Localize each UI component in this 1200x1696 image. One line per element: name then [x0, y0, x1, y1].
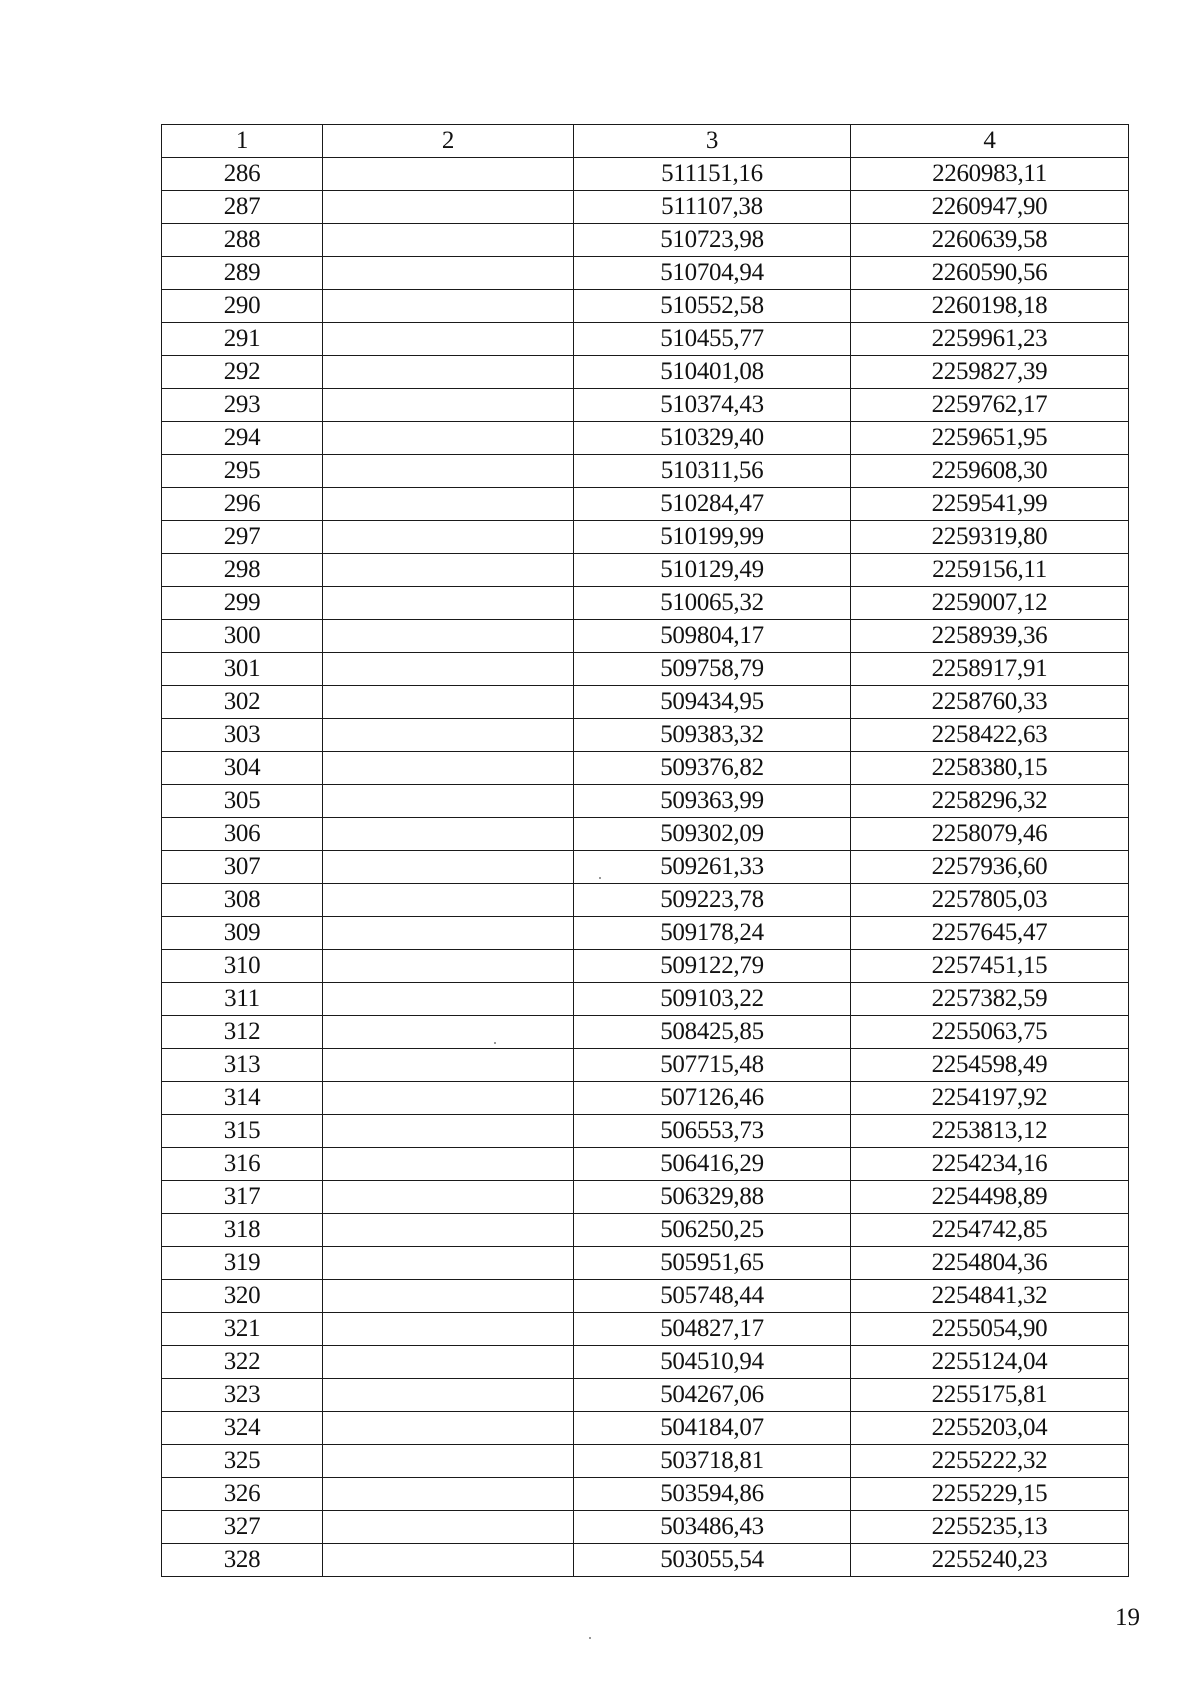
point-number-cell: 301	[162, 653, 323, 686]
description-cell	[323, 488, 574, 521]
table-header-row	[162, 125, 1129, 158]
table-row	[162, 752, 1129, 785]
table-row	[162, 521, 1129, 554]
table-row	[162, 422, 1129, 455]
table-row	[162, 620, 1129, 653]
table-row	[162, 851, 1129, 884]
table-row	[162, 224, 1129, 257]
y-coordinate-cell: 2260198,18	[851, 290, 1129, 323]
table-row	[162, 1544, 1129, 1577]
point-number-cell: 317	[162, 1181, 323, 1214]
table-row	[162, 158, 1129, 191]
y-coordinate-cell: 2258380,15	[851, 752, 1129, 785]
x-coordinate-cell: 504827,17	[574, 1313, 851, 1346]
x-coordinate-cell: 506250,25	[574, 1214, 851, 1247]
y-coordinate-cell: 2258422,63	[851, 719, 1129, 752]
table-row	[162, 191, 1129, 224]
y-coordinate-cell: 2260590,56	[851, 257, 1129, 290]
description-cell	[323, 158, 574, 191]
table-row	[162, 917, 1129, 950]
point-number-cell: 312	[162, 1016, 323, 1049]
table-row	[162, 1115, 1129, 1148]
point-number-cell: 328	[162, 1544, 323, 1577]
point-number-cell: 297	[162, 521, 323, 554]
description-cell	[323, 257, 574, 290]
description-cell	[323, 917, 574, 950]
page-number: 19	[1115, 1604, 1140, 1631]
point-number-cell: 294	[162, 422, 323, 455]
description-cell	[323, 1214, 574, 1247]
table-row	[162, 1412, 1129, 1445]
point-number-cell: 304	[162, 752, 323, 785]
table-row	[162, 389, 1129, 422]
point-number-cell: 292	[162, 356, 323, 389]
y-coordinate-cell: 2259319,80	[851, 521, 1129, 554]
point-number-cell: 305	[162, 785, 323, 818]
x-coordinate-cell: 509363,99	[574, 785, 851, 818]
x-coordinate-cell: 510199,99	[574, 521, 851, 554]
point-number-cell: 327	[162, 1511, 323, 1544]
point-number-cell: 289	[162, 257, 323, 290]
point-number-cell: 316	[162, 1148, 323, 1181]
y-coordinate-cell: 2255203,04	[851, 1412, 1129, 1445]
y-coordinate-cell: 2259541,99	[851, 488, 1129, 521]
point-number-cell: 323	[162, 1379, 323, 1412]
description-cell	[323, 224, 574, 257]
table-row	[162, 455, 1129, 488]
description-cell	[323, 191, 574, 224]
x-coordinate-cell: 510723,98	[574, 224, 851, 257]
y-coordinate-cell: 2255235,13	[851, 1511, 1129, 1544]
y-coordinate-cell: 2259762,17	[851, 389, 1129, 422]
description-cell	[323, 455, 574, 488]
x-coordinate-cell: 510552,58	[574, 290, 851, 323]
table-row	[162, 323, 1129, 356]
y-coordinate-cell: 2260983,11	[851, 158, 1129, 191]
y-coordinate-cell: 2253813,12	[851, 1115, 1129, 1148]
point-number-cell: 326	[162, 1478, 323, 1511]
point-number-cell: 318	[162, 1214, 323, 1247]
column-header-2: 2	[323, 125, 574, 158]
y-coordinate-cell: 2260639,58	[851, 224, 1129, 257]
y-coordinate-cell: 2254804,36	[851, 1247, 1129, 1280]
x-coordinate-cell: 509804,17	[574, 620, 851, 653]
description-cell	[323, 1445, 574, 1478]
point-number-cell: 310	[162, 950, 323, 983]
point-number-cell: 296	[162, 488, 323, 521]
point-number-cell: 303	[162, 719, 323, 752]
point-number-cell: 298	[162, 554, 323, 587]
x-coordinate-cell: 509178,24	[574, 917, 851, 950]
point-number-cell: 321	[162, 1313, 323, 1346]
x-coordinate-cell: 510455,77	[574, 323, 851, 356]
y-coordinate-cell: 2257382,59	[851, 983, 1129, 1016]
point-number-cell: 300	[162, 620, 323, 653]
y-coordinate-cell: 2260947,90	[851, 191, 1129, 224]
x-coordinate-cell: 509122,79	[574, 950, 851, 983]
description-cell	[323, 1379, 574, 1412]
table-row	[162, 884, 1129, 917]
x-coordinate-cell: 504267,06	[574, 1379, 851, 1412]
table-row	[162, 1379, 1129, 1412]
description-cell	[323, 818, 574, 851]
description-cell	[323, 323, 574, 356]
point-number-cell: 291	[162, 323, 323, 356]
x-coordinate-cell: 511107,38	[574, 191, 851, 224]
point-number-cell: 311	[162, 983, 323, 1016]
point-number-cell: 306	[162, 818, 323, 851]
table-row	[162, 719, 1129, 752]
point-number-cell: 286	[162, 158, 323, 191]
point-number-cell: 287	[162, 191, 323, 224]
point-number-cell: 324	[162, 1412, 323, 1445]
description-cell	[323, 1511, 574, 1544]
scan-speck	[494, 1042, 496, 1044]
x-coordinate-cell: 503055,54	[574, 1544, 851, 1577]
description-cell	[323, 1478, 574, 1511]
description-cell	[323, 620, 574, 653]
y-coordinate-cell: 2259827,39	[851, 356, 1129, 389]
table-row	[162, 1478, 1129, 1511]
table-row	[162, 1016, 1129, 1049]
x-coordinate-cell: 509103,22	[574, 983, 851, 1016]
table-row	[162, 1280, 1129, 1313]
point-number-cell: 307	[162, 851, 323, 884]
table-row	[162, 950, 1129, 983]
y-coordinate-cell: 2259007,12	[851, 587, 1129, 620]
x-coordinate-cell: 510311,56	[574, 455, 851, 488]
x-coordinate-cell: 507715,48	[574, 1049, 851, 1082]
x-coordinate-cell: 509261,33	[574, 851, 851, 884]
point-number-cell: 295	[162, 455, 323, 488]
table-row	[162, 257, 1129, 290]
y-coordinate-cell: 2259608,30	[851, 455, 1129, 488]
x-coordinate-cell: 503718,81	[574, 1445, 851, 1478]
description-cell	[323, 1346, 574, 1379]
table-row	[162, 1148, 1129, 1181]
x-coordinate-cell: 504510,94	[574, 1346, 851, 1379]
table-row	[162, 1313, 1129, 1346]
x-coordinate-cell: 509302,09	[574, 818, 851, 851]
y-coordinate-cell: 2255124,04	[851, 1346, 1129, 1379]
y-coordinate-cell: 2255222,32	[851, 1445, 1129, 1478]
y-coordinate-cell: 2255229,15	[851, 1478, 1129, 1511]
description-cell	[323, 1016, 574, 1049]
description-cell	[323, 1313, 574, 1346]
y-coordinate-cell: 2258760,33	[851, 686, 1129, 719]
y-coordinate-cell: 2257645,47	[851, 917, 1129, 950]
table-row	[162, 1049, 1129, 1082]
description-cell	[323, 1412, 574, 1445]
description-cell	[323, 1115, 574, 1148]
description-cell	[323, 1148, 574, 1181]
x-coordinate-cell: 505951,65	[574, 1247, 851, 1280]
description-cell	[323, 752, 574, 785]
description-cell	[323, 983, 574, 1016]
y-coordinate-cell: 2258079,46	[851, 818, 1129, 851]
x-coordinate-cell: 509376,82	[574, 752, 851, 785]
x-coordinate-cell: 506553,73	[574, 1115, 851, 1148]
y-coordinate-cell: 2254234,16	[851, 1148, 1129, 1181]
description-cell	[323, 1082, 574, 1115]
y-coordinate-cell: 2258939,36	[851, 620, 1129, 653]
point-number-cell: 313	[162, 1049, 323, 1082]
table-row	[162, 1346, 1129, 1379]
y-coordinate-cell: 2254841,32	[851, 1280, 1129, 1313]
y-coordinate-cell: 2255240,23	[851, 1544, 1129, 1577]
table-row	[162, 554, 1129, 587]
scan-speck	[589, 1637, 591, 1639]
description-cell	[323, 1247, 574, 1280]
x-coordinate-cell: 505748,44	[574, 1280, 851, 1313]
y-coordinate-cell: 2255175,81	[851, 1379, 1129, 1412]
column-header-4: 4	[851, 125, 1129, 158]
description-cell	[323, 1544, 574, 1577]
table-row	[162, 1445, 1129, 1478]
x-coordinate-cell: 504184,07	[574, 1412, 851, 1445]
point-number-cell: 290	[162, 290, 323, 323]
y-coordinate-cell: 2254498,89	[851, 1181, 1129, 1214]
description-cell	[323, 521, 574, 554]
x-coordinate-cell: 509223,78	[574, 884, 851, 917]
column-header-3: 3	[574, 125, 851, 158]
description-cell	[323, 686, 574, 719]
table-row	[162, 1082, 1129, 1115]
x-coordinate-cell: 509434,95	[574, 686, 851, 719]
point-number-cell: 320	[162, 1280, 323, 1313]
point-number-cell: 319	[162, 1247, 323, 1280]
point-number-cell: 293	[162, 389, 323, 422]
y-coordinate-cell: 2255063,75	[851, 1016, 1129, 1049]
description-cell	[323, 884, 574, 917]
y-coordinate-cell: 2254197,92	[851, 1082, 1129, 1115]
x-coordinate-cell: 507126,46	[574, 1082, 851, 1115]
x-coordinate-cell: 511151,16	[574, 158, 851, 191]
y-coordinate-cell: 2258296,32	[851, 785, 1129, 818]
point-number-cell: 314	[162, 1082, 323, 1115]
y-coordinate-cell: 2258917,91	[851, 653, 1129, 686]
table-row	[162, 356, 1129, 389]
point-number-cell: 309	[162, 917, 323, 950]
y-coordinate-cell: 2257805,03	[851, 884, 1129, 917]
description-cell	[323, 554, 574, 587]
description-cell	[323, 389, 574, 422]
point-number-cell: 302	[162, 686, 323, 719]
description-cell	[323, 950, 574, 983]
description-cell	[323, 422, 574, 455]
x-coordinate-cell: 506416,29	[574, 1148, 851, 1181]
point-number-cell: 325	[162, 1445, 323, 1478]
y-coordinate-cell: 2254742,85	[851, 1214, 1129, 1247]
table-row	[162, 785, 1129, 818]
scan-speck	[599, 877, 601, 879]
x-coordinate-cell: 510329,40	[574, 422, 851, 455]
table-row	[162, 983, 1129, 1016]
table-row	[162, 818, 1129, 851]
x-coordinate-cell: 510129,49	[574, 554, 851, 587]
description-cell	[323, 1280, 574, 1313]
y-coordinate-cell: 2259961,23	[851, 323, 1129, 356]
description-cell	[323, 290, 574, 323]
coordinates-table-body	[162, 125, 1129, 1577]
x-coordinate-cell: 509383,32	[574, 719, 851, 752]
x-coordinate-cell: 510284,47	[574, 488, 851, 521]
table-row	[162, 1214, 1129, 1247]
x-coordinate-cell: 510065,32	[574, 587, 851, 620]
description-cell	[323, 719, 574, 752]
y-coordinate-cell: 2259156,11	[851, 554, 1129, 587]
point-number-cell: 322	[162, 1346, 323, 1379]
y-coordinate-cell: 2259651,95	[851, 422, 1129, 455]
x-coordinate-cell: 510704,94	[574, 257, 851, 290]
x-coordinate-cell: 503486,43	[574, 1511, 851, 1544]
description-cell	[323, 356, 574, 389]
description-cell	[323, 851, 574, 884]
y-coordinate-cell: 2255054,90	[851, 1313, 1129, 1346]
table-row	[162, 1511, 1129, 1544]
x-coordinate-cell: 508425,85	[574, 1016, 851, 1049]
description-cell	[323, 653, 574, 686]
y-coordinate-cell: 2254598,49	[851, 1049, 1129, 1082]
x-coordinate-cell: 510401,08	[574, 356, 851, 389]
table-row	[162, 653, 1129, 686]
x-coordinate-cell: 503594,86	[574, 1478, 851, 1511]
table-row	[162, 488, 1129, 521]
description-cell	[323, 785, 574, 818]
point-number-cell: 288	[162, 224, 323, 257]
x-coordinate-cell: 509758,79	[574, 653, 851, 686]
column-header-1: 1	[162, 125, 323, 158]
description-cell	[323, 587, 574, 620]
table-row	[162, 1181, 1129, 1214]
point-number-cell: 315	[162, 1115, 323, 1148]
table-row	[162, 686, 1129, 719]
x-coordinate-cell: 506329,88	[574, 1181, 851, 1214]
x-coordinate-cell: 510374,43	[574, 389, 851, 422]
point-number-cell: 308	[162, 884, 323, 917]
table-row	[162, 290, 1129, 323]
description-cell	[323, 1181, 574, 1214]
table-row	[162, 587, 1129, 620]
y-coordinate-cell: 2257451,15	[851, 950, 1129, 983]
coordinates-table	[161, 124, 1129, 1577]
y-coordinate-cell: 2257936,60	[851, 851, 1129, 884]
description-cell	[323, 1049, 574, 1082]
table-row	[162, 1247, 1129, 1280]
point-number-cell: 299	[162, 587, 323, 620]
